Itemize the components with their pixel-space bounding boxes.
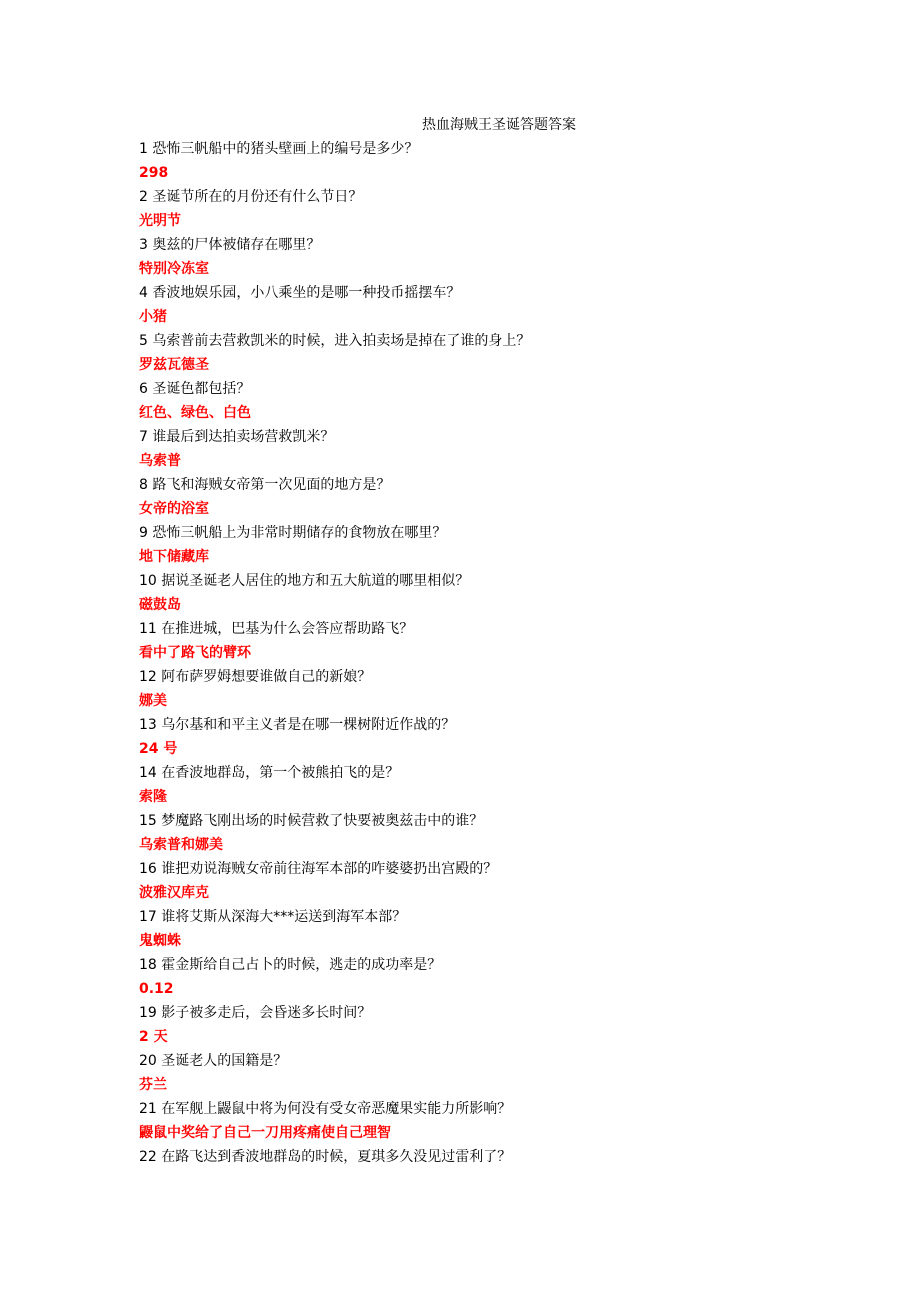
- answer-line: 波雅汉库克: [139, 885, 209, 901]
- answer-line: 看中了路飞的臂环: [139, 645, 251, 661]
- answer-line: 24 号: [139, 741, 178, 757]
- qa-list: [139, 137, 819, 1169]
- question-line: 17 谁将艾斯从深海大***运送到海军本部？: [139, 909, 407, 925]
- answer-line: 娜美: [139, 693, 167, 709]
- answer-line: 光明节: [139, 213, 181, 229]
- question-line: 9 恐怖三帆船上为非常时期储存的食物放在哪里？: [139, 525, 447, 541]
- answer-line: 红色、绿色、白色: [139, 405, 251, 421]
- question-line: 7 谁最后到达拍卖场营救凯米？: [139, 429, 335, 445]
- question-line: 5 乌索普前去营救凯米的时候，进入拍卖场是掉在了谁的身上？: [139, 333, 531, 349]
- document-title: 热血海贼王圣诞答题答案: [422, 117, 576, 133]
- question-line: 3 奥兹的尸体被储存在哪里？: [139, 237, 321, 253]
- answer-line: 2 天: [139, 1029, 168, 1045]
- answer-line: 索隆: [139, 789, 167, 805]
- answer-line: 鼹鼠中奖给了自己一刀用疼痛使自己理智: [139, 1125, 391, 1141]
- question-line: 14 在香波地群岛，第一个被熊拍飞的是？: [139, 765, 400, 781]
- question-line: 8 路飞和海贼女帝第一次见面的地方是？: [139, 477, 391, 493]
- question-line: 19 影子被多走后，会昏迷多长时间？: [139, 1005, 372, 1021]
- answer-line: 298: [139, 165, 169, 181]
- document-page: [139, 113, 819, 1169]
- question-line: 16 谁把劝说海贼女帝前往海军本部的咋婆婆扔出宫殿的？: [139, 861, 498, 877]
- answer-line: 0.12: [139, 981, 174, 997]
- answer-line: 乌索普和娜美: [139, 837, 223, 853]
- question-line: 20 圣诞老人的国籍是？: [139, 1053, 288, 1069]
- question-line: 12 阿布萨罗姆想要谁做自己的新娘？: [139, 669, 372, 685]
- answer-line: 乌索普: [139, 453, 181, 469]
- question-line: 1 恐怖三帆船中的猪头壁画上的编号是多少？: [139, 141, 419, 157]
- answer-line: 罗兹瓦德圣: [139, 357, 209, 373]
- question-line: 4 香波地娱乐园，小八乘坐的是哪一种投币摇摆车？: [139, 285, 461, 301]
- question-line: 15 梦魔路飞刚出场的时候营救了快要被奥兹击中的谁？: [139, 813, 484, 829]
- question-line: 22 在路飞达到香波地群岛的时候，夏琪多久没见过雷利了？: [139, 1149, 512, 1165]
- answer-line: 特别冷冻室: [139, 261, 209, 277]
- answer-line: 女帝的浴室: [139, 501, 209, 517]
- question-line: 18 霍金斯给自己占卜的时候，逃走的成功率是？: [139, 957, 442, 973]
- answer-line: 磁鼓岛: [139, 597, 181, 613]
- question-line: 2 圣诞节所在的月份还有什么节日？: [139, 189, 363, 205]
- answer-line: 鬼蜘蛛: [139, 933, 181, 949]
- answer-line: 芬兰: [139, 1077, 167, 1093]
- question-line: 11 在推进城，巴基为什么会答应帮助路飞？: [139, 621, 414, 637]
- question-line: 6 圣诞色都包括？: [139, 381, 251, 397]
- answer-line: 小猪: [139, 309, 167, 325]
- question-line: 13 乌尔基和和平主义者是在哪一棵树附近作战的？: [139, 717, 456, 733]
- question-line: 21 在军舰上鼹鼠中将为何没有受女帝恶魔果实能力所影响？: [139, 1101, 512, 1117]
- answer-line: 地下储藏库: [139, 549, 209, 565]
- question-line: 10 据说圣诞老人居住的地方和五大航道的哪里相似？: [139, 573, 470, 589]
